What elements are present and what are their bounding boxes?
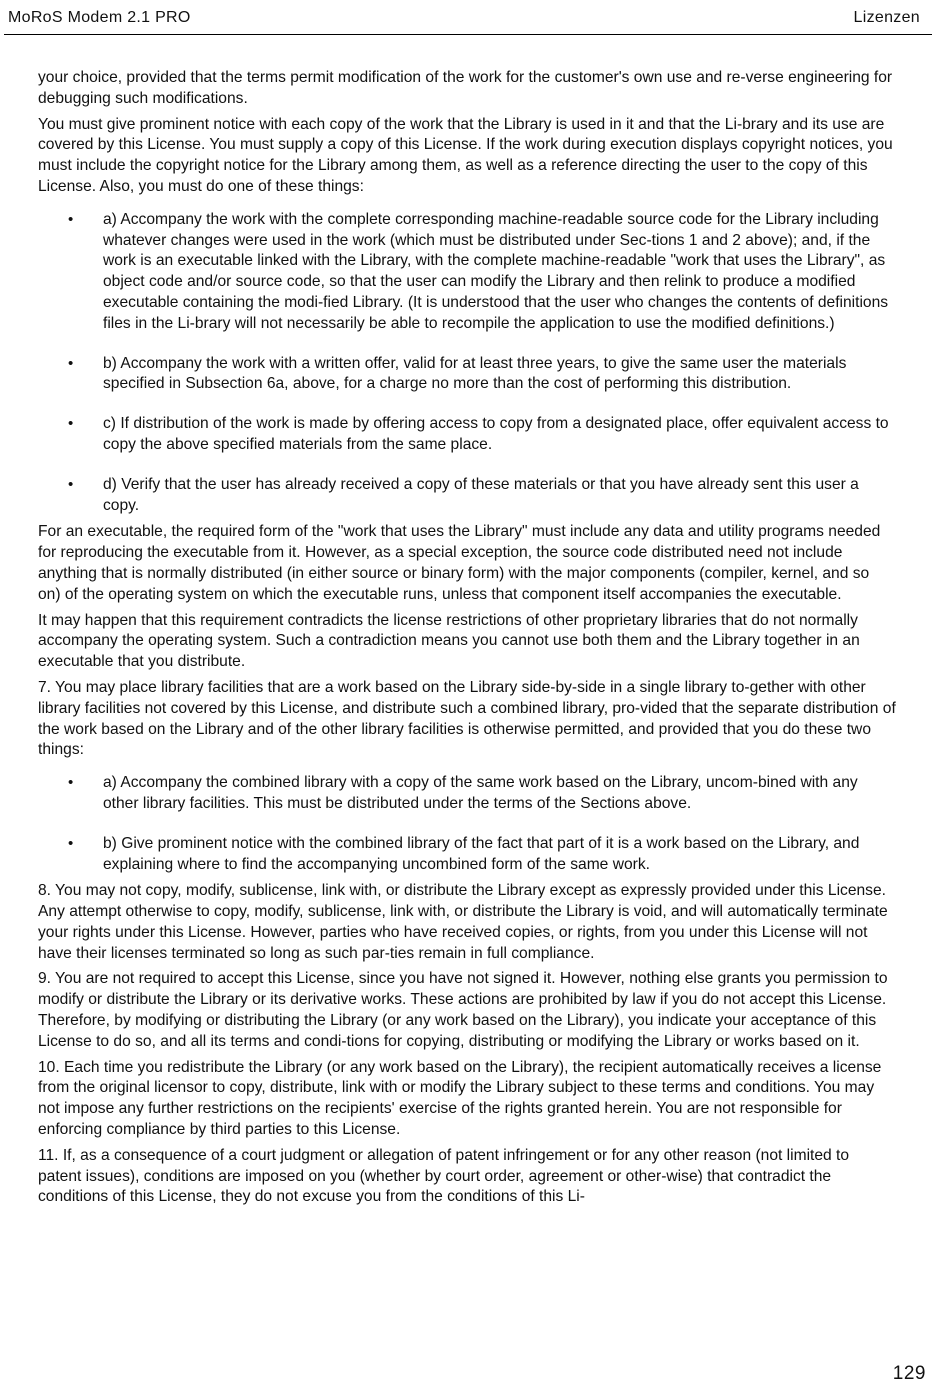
page-header [4,0,932,35]
bullet-icon: • [68,475,74,493]
paragraph-section-9: 9. You are not required to accept this License, since you have not signed it. However, nothing else grants you permission to modify or distribute the Library or its derivative works. These actions are prohibited by law if you do not accept this License. Therefore, by modifying or distributing the Library (or any work based on the Library), you indicate your acceptance of this License to do so, and all its terms and condi-tions for copying, distributing or modifying the Library or works based on it. [38,970,888,1050]
list-item [38,773,896,815]
list-item [38,354,896,396]
list-item-text: b) Accompany the work with a written offer, valid for at least three years, to give the same user the materials specified in Subsection 6a, above, for a charge no more than the cost of performing this distribution. [103,354,847,393]
paragraph-continued: your choice, provided that the terms permit modification of the work for the customer's own use and re-verse engineering for debugging such modifications. [38,69,893,107]
list-item-text: d) Verify that the user has already received a copy of these materials or that you have already sent this user a copy. [103,475,859,514]
list-item [38,834,896,876]
list-item-text: a) Accompany the work with the complete corresponding machine-readable source code for the Library including whatever changes were used in the work (which must be distributed under Sec-tions 1 and 2 above); and, if the work is an executable linked with the Library, with the complete machine-readable "work that uses the Library", as object code and/or source code, so that the user can modify the Library and then relink to produce a modified executable containing the modi-fied Library. (It is understood that the user who changes the contents of definitions files in the Li-brary will not necessarily be able to recompile the application to use the modified definitions.) [103,210,889,332]
page-number: 129 [892,1363,926,1384]
bullet-icon: • [68,354,74,372]
section-title: Lizenzen [853,9,920,26]
bullet-list-section-7 [38,773,896,875]
paragraph-contradiction: It may happen that this requirement contradicts the license restrictions of other proprietary libraries that do not normally accompany the operating system. Such a contradiction means you cannot use both them and the Library together in an executable that you distribute. [38,611,860,671]
document-body [38,68,896,1213]
paragraph-section-7: 7. You may place library facilities that are a work based on the Library side-by-side in a single library to-gether with other library facilities not covered by this License, and distribute such a combined library, pro-vided that the separate distribution of the work based on the Library and of the other library facilities is otherwise permitted, and provided that you do these two things: [38,678,896,759]
list-item-text: a) Accompany the combined library with a copy of the same work based on the Library, uncom-bined with any other library facilities. This must be distributed under the terms of the Sections above. [103,774,858,812]
paragraph-section-8: 8. You may not copy, modify, sublicense, link with, or distribute the Library except as expressly provided under this License. Any attempt otherwise to copy, modify, sublicense, link with, or distribute the Library is void, and will automatically terminate your rights under this License. However, parties who have received copies, or rights, from you under this License will not have their licenses terminated so long as such par-ties remain in full compliance. [38,882,888,962]
list-item-text: b) Give prominent notice with the combined library of the fact that part of it is a work based on the Library, and explaining where to find the accompanying uncombined form of the same work. [103,834,860,873]
bullet-icon: • [68,774,74,792]
paragraph-notice-requirement: You must give prominent notice with each copy of the work that the Library is used in it and that the Li-brary and its use are covered by this License. You must supply a copy of this License. If the work during execution displays copyright notices, you must include the copyright notice for the Library among them, as well as a reference directing the user to the copy of this License. Also, you must do one of these things: [38,115,893,195]
paragraph-executable-form: For an executable, the required form of the "work that uses the Library" must include any data and utility programs needed for reproducing the executable from it. However, as a special exception, the source code distributed need not include anything that is normally distributed (in either source or binary form) with the major components (compiler, kernel, and so on) of the operating system on which the executable runs, unless that component itself accompanies the executable. [38,523,881,603]
list-item [38,475,896,517]
document-title: MoRoS Modem 2.1 PRO [8,9,191,26]
bullet-icon: • [68,834,74,852]
bullet-icon: • [68,210,74,228]
paragraph-section-11: 11. If, as a consequence of a court judgment or allegation of patent infringement or for any other reason (not limited to patent issues), conditions are imposed on you (whether by court order, agreement or other-wise) that contradict the conditions of this License, they do not excuse you from the conditions of this Li- [38,1146,850,1206]
bullet-list-section-6 [38,210,896,517]
paragraph-section-10: 10. Each time you redistribute the Library (or any work based on the Library), the recipient automatically receives a license from the original licensor to copy, distribute, link with or modify the Library subject to these terms and conditions. You may not impose any further restrictions on the recipients' exercise of the rights granted herein. You are not responsible for enforcing compliance by third parties to this License. [38,1058,882,1139]
list-item-text: c) If distribution of the work is made by offering access to copy from a designated place, offer equivalent access to copy the above specified materials from the same place. [103,415,889,453]
list-item [38,414,896,456]
bullet-icon: • [68,415,74,433]
list-item [38,210,896,335]
